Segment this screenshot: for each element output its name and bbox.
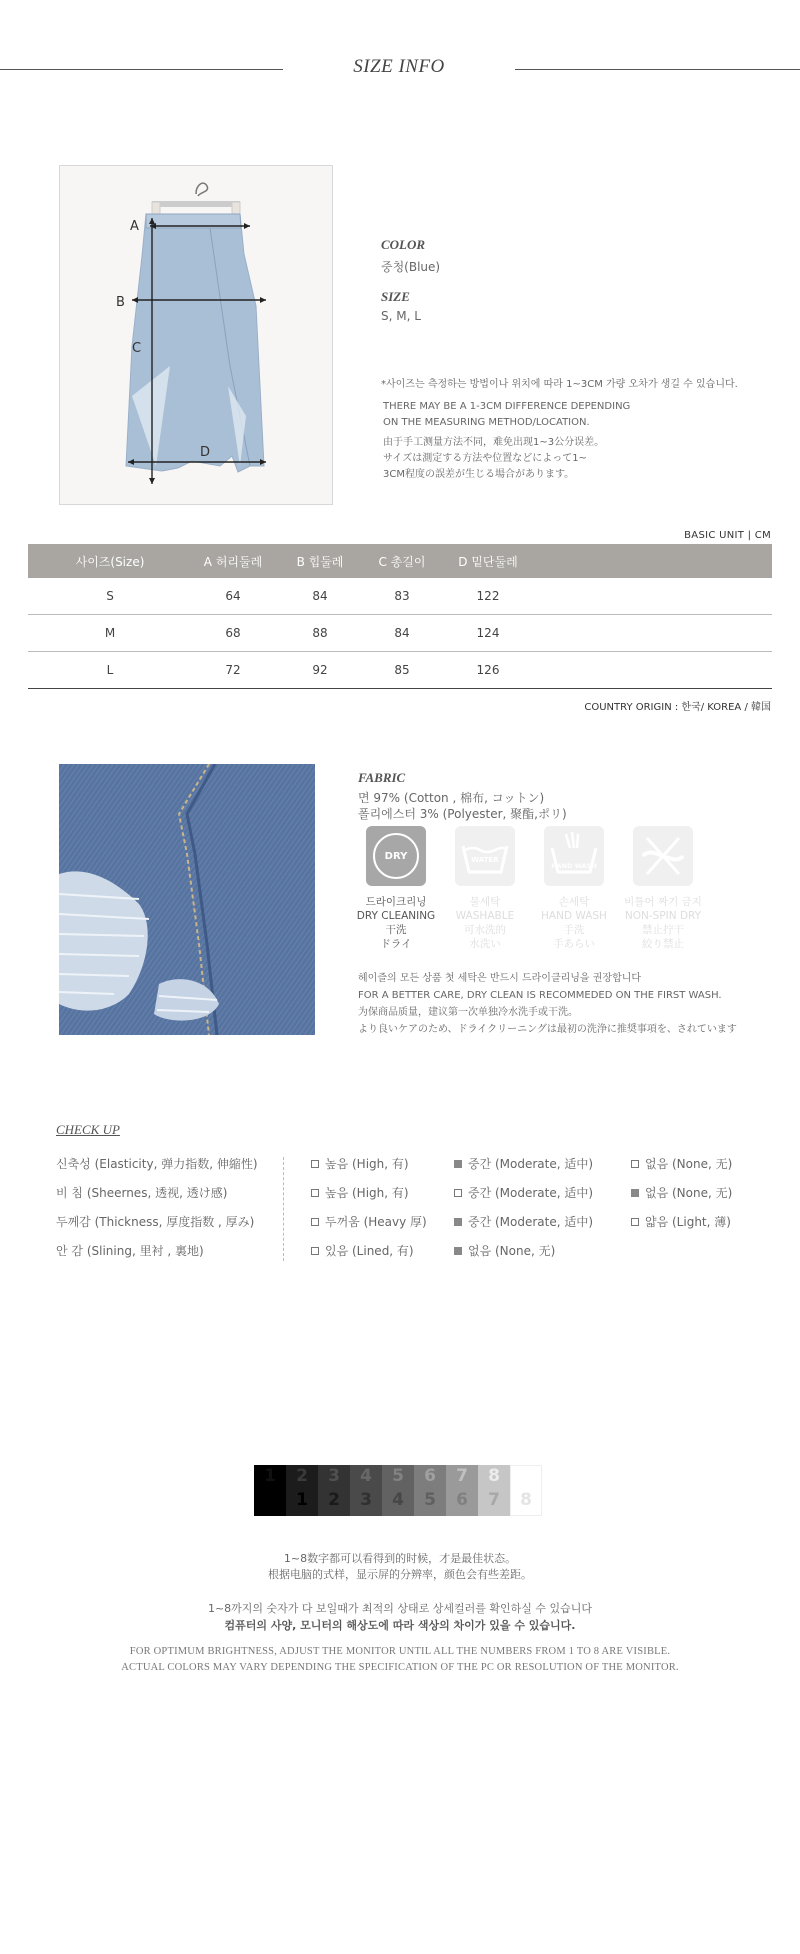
caption-line: 絞り禁止	[642, 938, 684, 950]
care-icon-dry-clean	[366, 826, 426, 886]
fabric-line-polyester: 폴리에스터 3% (Polyester, 聚酯,ポリ)	[358, 807, 567, 821]
calibration-bottom-number: 3	[360, 1490, 372, 1510]
table-cell: M	[104, 626, 116, 640]
calibration-bottom-number: 2	[328, 1490, 340, 1510]
caption-line: ドライ	[380, 938, 412, 950]
care-icon-hand-wash	[544, 826, 604, 886]
dry-icon-text: DRY	[373, 833, 419, 879]
checkup-option	[454, 1184, 593, 1201]
checkup-option	[311, 1242, 414, 1259]
checkup-option	[631, 1213, 731, 1230]
checkup-option	[631, 1155, 732, 1172]
skirt-measurement-image	[59, 165, 333, 505]
caption-line: 드라이크리닝	[365, 896, 427, 908]
checkbox-filled-icon	[454, 1247, 462, 1255]
calibration-cell	[254, 1465, 286, 1516]
checkup-option	[631, 1184, 732, 1201]
fabric-closeup-image	[59, 764, 315, 1035]
size-table	[28, 544, 772, 689]
checkup-label-sheerness: 비 침 (Sheernes, 透视, 透け感)	[56, 1186, 228, 1200]
calibration-top-number: 1	[264, 1466, 276, 1486]
checkup-label-elasticity: 신축성 (Elasticity, 弹力指数, 伸縮性)	[56, 1157, 258, 1171]
monitor-note-korean-1: 1~8까지의 숫자가 다 보일때가 최적의 상태로 상세컬러를 확인하실 수 있습니다	[207, 1602, 593, 1615]
hand-wash-icon	[544, 826, 604, 886]
calibration-top-number: 7	[456, 1466, 468, 1486]
table-cell: 72	[225, 663, 241, 677]
header-hip: B 힙둘레	[296, 554, 344, 569]
caption-line: NON-SPIN DRY	[624, 910, 702, 922]
checkup-option	[311, 1213, 427, 1230]
option-label: 없음 (None, 无)	[645, 1157, 733, 1171]
size-note-english-1: THERE MAY BE A 1-3CM DIFFERENCE DEPENDING	[383, 401, 631, 412]
checkup-option	[311, 1155, 409, 1172]
care-caption-hand-wash	[529, 895, 619, 951]
color-value: 중청(Blue)	[381, 260, 441, 274]
calibration-cell	[414, 1465, 446, 1516]
checkbox-empty-icon	[311, 1247, 319, 1255]
table-cell: S	[106, 589, 114, 603]
calibration-cell	[286, 1465, 318, 1516]
option-label: 높음 (High, 有)	[325, 1186, 409, 1200]
checkup-option	[454, 1242, 555, 1259]
caption-line: 可水洗的	[464, 924, 506, 936]
calibration-cell	[510, 1465, 542, 1516]
calibration-cell	[446, 1465, 478, 1516]
table-cell: 126	[476, 663, 500, 677]
calibration-cell	[478, 1465, 510, 1516]
caption-line: DRY CLEANING	[356, 910, 436, 922]
monitor-note-chinese-2: 根据电脑的式样，显示屏的分辨率，颜色会有些差距。	[268, 1568, 532, 1581]
size-heading: SIZE	[381, 289, 410, 304]
caption-line: 手洗	[563, 924, 585, 936]
checkbox-filled-icon	[454, 1218, 462, 1226]
measure-label-c: C	[132, 341, 142, 356]
checkbox-empty-icon	[311, 1189, 319, 1197]
page-title: SIZE INFO	[353, 56, 445, 77]
care-note-japanese: より良いケアのため、ドライクリーニングは最初の洗浄に推奨事項を、されています	[358, 1024, 737, 1035]
caption-line: 禁止拧干	[642, 924, 684, 936]
calibration-top-number: 5	[392, 1466, 404, 1486]
checkbox-empty-icon	[311, 1160, 319, 1168]
checkup-option	[311, 1184, 409, 1201]
care-caption-water	[440, 895, 530, 951]
option-label: 얇음 (Light, 薄)	[645, 1215, 731, 1229]
calibration-top-number: 8	[488, 1466, 500, 1486]
caption-line: 손세탁	[558, 896, 590, 908]
calibration-cell	[318, 1465, 350, 1516]
caption-line: HAND WASH	[541, 910, 607, 922]
option-label: 두꺼움 (Heavy 厚)	[325, 1215, 427, 1229]
table-cell: 83	[394, 589, 410, 603]
table-cell: 68	[225, 626, 241, 640]
table-cell: 64	[225, 589, 241, 603]
monitor-note-english-1: FOR OPTIMUM BRIGHTNESS, ADJUST THE MONITOR UNTIL ALL THE NUMBERS FROM 1 TO 8 ARE VISIBLE.	[129, 1646, 671, 1657]
size-table-header	[28, 544, 772, 578]
table-cell: 124	[476, 626, 500, 640]
size-note-japanese-1: サイズは測定する方法や位置などによって1~	[383, 453, 587, 464]
checkup-heading: CHECK UP	[56, 1122, 120, 1137]
water-icon-text: WATER	[471, 856, 499, 864]
calibration-top-number: 2	[296, 1466, 308, 1486]
table-cell: 84	[312, 589, 328, 603]
size-value: S, M, L	[381, 309, 421, 323]
care-icon-no-spin	[633, 826, 693, 886]
option-label: 없음 (None, 无)	[645, 1186, 733, 1200]
caption-line: 手あらい	[553, 938, 595, 950]
table-cell: 92	[312, 663, 328, 677]
option-label: 있음 (Lined, 有)	[325, 1244, 414, 1258]
option-label: 중간 (Moderate, 适中)	[468, 1215, 594, 1229]
header-size: 사이즈(Size)	[75, 554, 145, 569]
size-note-english-2: ON THE MEASURING METHOD/LOCATION.	[383, 417, 590, 428]
calibration-bottom-number: 4	[392, 1490, 404, 1510]
table-row	[28, 652, 772, 689]
skirt-illustration	[60, 166, 332, 504]
checkbox-empty-icon	[311, 1218, 319, 1226]
header-waist: A 허리둘레	[203, 554, 263, 569]
monitor-calibration-strip	[254, 1465, 542, 1516]
checkup-option	[454, 1213, 593, 1230]
no-wring-icon	[633, 826, 693, 886]
calibration-bottom-number: 1	[296, 1490, 308, 1510]
care-icon-water-wash	[455, 826, 515, 886]
care-note-korean: 헤이즐의 모든 상품 첫 세탁은 반드시 드라이클리닝을 권장합니다	[358, 973, 642, 984]
size-note-japanese-2: 3CM程度の誤差が生じる場合があります。	[383, 469, 575, 480]
caption-line: WASHABLE	[455, 910, 515, 922]
calibration-bottom-number: 7	[488, 1490, 500, 1510]
option-label: 중간 (Moderate, 适中)	[468, 1186, 594, 1200]
care-caption-dry	[351, 895, 441, 951]
size-note-korean: *사이즈는 측정하는 방법이나 위치에 따라 1~3CM 가량 오차가 생길 수 있습니다.	[381, 379, 738, 390]
color-heading: COLOR	[381, 237, 426, 252]
title-divider-right	[515, 69, 800, 70]
checkup-label-lining: 안 감 (Slining, 里衬 , 裏地)	[56, 1244, 204, 1258]
checkbox-filled-icon	[631, 1189, 639, 1197]
hand-wash-icon-text: HAND WASH	[551, 862, 597, 870]
monitor-note-english-2: ACTUAL COLORS MAY VARY DEPENDING THE SPECIFICATION OF THE PC OR RESOLUTION OF THE MONITOR.	[121, 1662, 679, 1673]
caption-line: 물세탁	[469, 896, 501, 908]
calibration-top-number: 4	[360, 1466, 372, 1486]
care-note-english: FOR A BETTER CARE, DRY CLEAN IS RECOMMEDED ON THE FIRST WASH.	[358, 990, 722, 1001]
monitor-note-chinese-1: 1~8数字都可以看得到的时候，才是最佳状态。	[283, 1552, 517, 1565]
calibration-cell	[350, 1465, 382, 1516]
denim-texture	[59, 764, 315, 1035]
table-cell: 85	[394, 663, 410, 677]
calibration-bottom-number: 6	[456, 1490, 468, 1510]
caption-line: 干洗	[385, 924, 407, 936]
calibration-bottom-number: 5	[424, 1490, 436, 1510]
checkbox-empty-icon	[631, 1218, 639, 1226]
care-caption-no-spin	[613, 895, 713, 951]
table-cell: 122	[476, 589, 500, 603]
option-label: 없음 (None, 无)	[468, 1244, 556, 1258]
monitor-note-korean-2: 컴퓨터의 사양, 모니터의 해상도에 따라 색상의 차이가 있을 수 있습니다.	[224, 1619, 576, 1632]
fabric-line-cotton: 면 97% (Cotton , 棉布, コットン)	[358, 791, 545, 805]
country-origin: COUNTRY ORIGIN : 한국/ KOREA / 韓国	[584, 702, 771, 713]
measure-label-d: D	[200, 445, 211, 460]
header-hem: D 밑단둘레	[458, 554, 518, 569]
table-cell: 84	[394, 626, 410, 640]
caption-line: 水洗い	[469, 938, 501, 950]
size-note-chinese: 由于手工测量方法不同，难免出现1~3公分误差。	[383, 437, 605, 448]
fabric-heading: FABRIC	[358, 770, 406, 785]
checkbox-empty-icon	[454, 1189, 462, 1197]
header-length: C 총길이	[378, 554, 426, 569]
checkup-divider	[283, 1157, 284, 1261]
table-row	[28, 578, 772, 615]
calibration-top-number: 3	[328, 1466, 340, 1486]
calibration-bottom-number: 8	[520, 1490, 532, 1510]
table-cell: 88	[312, 626, 328, 640]
checkup-label-thickness: 두께감 (Thickness, 厚度指数 , 厚み)	[56, 1215, 255, 1229]
checkbox-empty-icon	[631, 1160, 639, 1168]
checkup-option	[454, 1155, 593, 1172]
table-cell: L	[106, 663, 114, 677]
calibration-top-number: 6	[424, 1466, 436, 1486]
table-row	[28, 615, 772, 652]
measure-label-a: A	[130, 219, 139, 234]
title-divider-left	[0, 69, 283, 70]
checkbox-filled-icon	[454, 1160, 462, 1168]
basic-unit-label: BASIC UNIT | CM	[684, 530, 771, 541]
option-label: 중간 (Moderate, 适中)	[468, 1157, 594, 1171]
option-label: 높음 (High, 有)	[325, 1157, 409, 1171]
caption-line: 비틀어 짜기 금지	[624, 896, 702, 908]
calibration-cell	[382, 1465, 414, 1516]
measure-label-b: B	[116, 295, 125, 310]
care-note-chinese: 为保商品质量，建议第一次单独冷水洗手或干洗。	[358, 1007, 578, 1018]
